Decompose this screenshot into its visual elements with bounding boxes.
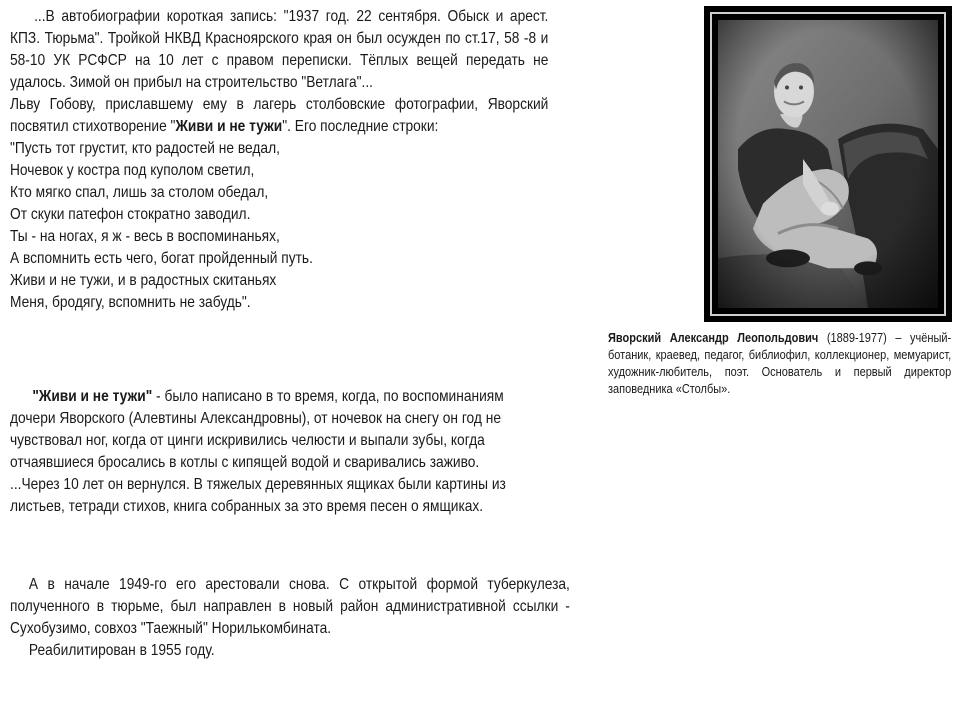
poem-context-text: - было написано в то время, когда, по воспоминаниям дочери Яворского (Алевтины Александровны), от ночевок на снегу он год не чувствовал ног, когда от цинги искривились челюсти и выпали зубы, когда отчаявшиеся бросались в котлы с кипящей водой и сваривались заживо.	[10, 388, 504, 471]
poem-line: Меня, бродягу, вспомнить не забудь".	[10, 294, 251, 311]
paragraph-poem-context	[10, 386, 548, 474]
section-second-arrest	[10, 574, 570, 662]
paragraph-arrest: ...В автобиографии короткая запись: "1937 год. 22 сентября. Обыск и арест. КПЗ. Тюрьма". Тройкой НКВД Красноярского края он был осужден по ст.17, 58 -8 и 58-10 УК РСФСР на 10 лет с правом переписки. Тёплых вещей передать не удалось. Зимой он прибыл на строительство "Ветлага"...	[10, 8, 549, 91]
poem-line: Ты - на ногах, я ж - весь в воспоминаньях,	[10, 228, 280, 245]
poem-title-bold: Живи и не тужи	[175, 118, 283, 135]
paragraph-poem-intro	[10, 94, 548, 138]
poem-line: "Пусть тот грустит, кто радостей не ведал,	[10, 140, 280, 157]
poem-line: А вспомнить есть чего, богат пройденный путь.	[10, 250, 313, 267]
poem-intro-after: ". Его последние строки:	[282, 118, 439, 135]
poem-lines	[10, 138, 548, 314]
poem-line: Ночевок у костра под куполом светил,	[10, 162, 255, 179]
paragraph-second-arrest: А в начале 1949-го его арестовали снова. С открытой формой туберкулеза, полученного в тюрьме, был направлен в новый район административной ссылки - Сухобузимо, совхоз "Таежный" Норилькомбината.	[10, 576, 570, 637]
main-text-block	[10, 6, 549, 314]
paragraph-return: ...Через 10 лет он вернулся. В тяжелых деревянных ящиках были картины из листьев, тетради стихов, книга собранных за это время песен о ямщиках.	[10, 476, 506, 515]
portrait-photo-image	[718, 20, 938, 308]
poem-title-bold-2: "Живи и не тужи"	[32, 388, 153, 405]
poem-line: Кто мягко спал, лишь за столом обедал,	[10, 184, 269, 201]
caption-name: Яворский Александр Леопольдович	[608, 331, 819, 345]
poem-line: От скуки патефон стократно заводил.	[10, 206, 251, 223]
caption-text	[608, 330, 951, 398]
poem-intro-before: Льву Гобову, приславшему ему в лагерь столбовские фотографии, Яворский посвятил стихотворение "	[10, 96, 549, 135]
poem-line: Живи и не тужи, и в радостных скитаньях	[10, 272, 277, 289]
portrait-photo	[704, 6, 952, 322]
section-poem-context	[10, 386, 548, 518]
caption-description: (1889-1977) – учёный-ботаник, краевед, педагог, библиофил, коллекционер, мемуарист, художник-любитель, поэт. Основатель и первый директор заповедника «Столбы».	[608, 331, 952, 396]
portrait-caption	[608, 330, 951, 398]
paragraph-rehabilitation: Реабилитирован в 1955 году.	[28, 642, 215, 659]
